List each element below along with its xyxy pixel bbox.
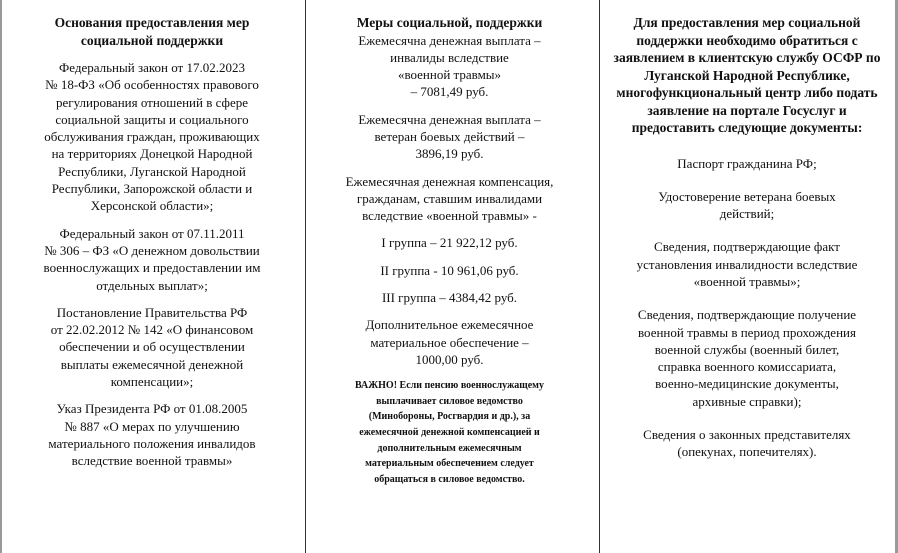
document-item: Удостоверение ветерана боевых действий; xyxy=(658,188,836,222)
column-divider-1 xyxy=(305,0,306,553)
support-measure-item: Ежемесячна денежная выплата – ветеран боевых действий – 3896,19 руб. xyxy=(358,111,541,162)
legal-basis-item: Федеральный закон от 07.11.2011 № 306 – ФЗ «О денежном довольствии военнослужащих и предоставлении им отдельных выплат»; xyxy=(43,225,261,293)
required-documents-column xyxy=(605,0,889,553)
legal-basis-item: Федеральный закон от 17.02.2023 № 18-ФЗ «Об особенностях правового регулирования отношений в сфере социальной защиты и социального обслуживания граждан, проживающих на территориях Донецкой Народной Республики, Луганской Народной Республики, Запорожской области и Херсонской области»; xyxy=(44,60,260,214)
document-item: Паспорт гражданина РФ; xyxy=(677,155,817,171)
document-item: Сведения о законных представителях (опекунах, попечителях). xyxy=(643,427,851,460)
legal-basis-item: Указ Президента РФ от 01.08.2005 № 887 «О мерах по улучшению материального положения инвалидов вследствие военной травмы» xyxy=(48,401,256,469)
support-measures-column xyxy=(307,0,592,553)
legal-basis-item: Постановление Правительства РФ от 22.02.2012 № 142 «О финансовом обеспечении и об осуществлении выплаты ежемесячной денежной компенсации»; xyxy=(50,304,254,390)
left-edge-divider xyxy=(0,0,2,553)
support-measures-heading: Меры социальной, поддержки xyxy=(356,15,543,30)
legal-basis-column xyxy=(10,0,294,553)
support-measure-item: Дополнительное ежемесячное материальное обеспечение – 1000,00 руб. xyxy=(365,317,534,367)
support-measure-item: Ежемесячная денежная компенсация, гражданам, ставшим инвалидами вследствие «военной травмы» - xyxy=(345,173,554,224)
group-rate-item: III группа – 4384,42 руб. xyxy=(381,290,518,306)
group-rate-item: I группа – 21 922,12 руб. xyxy=(381,235,518,251)
legal-basis-heading: Основания предоставления мер социальной поддержки xyxy=(54,15,250,48)
required-documents-heading: Для предоставления мер социальной поддержки необходимо обратиться с заявлением в клиентскую службу ОСФР по Луганской Народной Республике, многофункциональный центр либо подать заявление на портале Госуслуг и предоставить следующие документы: xyxy=(613,15,881,135)
support-measure-item: Ежемесячна денежная выплата – инвалиды вследствие «военной травмы» – 7081,49 руб. xyxy=(358,32,541,100)
document-item: Сведения, подтверждающие факт установления инвалидности вследствие «военной травмы»; xyxy=(636,239,858,289)
column-divider-2 xyxy=(599,0,600,553)
important-notice: ВАЖНО! Если пенсию военнослужащему выплачивает силовое ведомство (Минобороны, Росгвардия и др.), за ежемесячной денежной компенсацией и дополнительным ежемесячным материальным обеспечением следует обращаться в силовое ведомство. xyxy=(355,380,544,485)
document-item: Сведения, подтверждающие получение военной травмы в период прохождения военной службы (военный билет, справка военного комиссариата, военно-медицинские документы, архивные справки); xyxy=(637,307,857,409)
group-rate-item: II группа - 10 961,06 руб. xyxy=(380,262,519,278)
